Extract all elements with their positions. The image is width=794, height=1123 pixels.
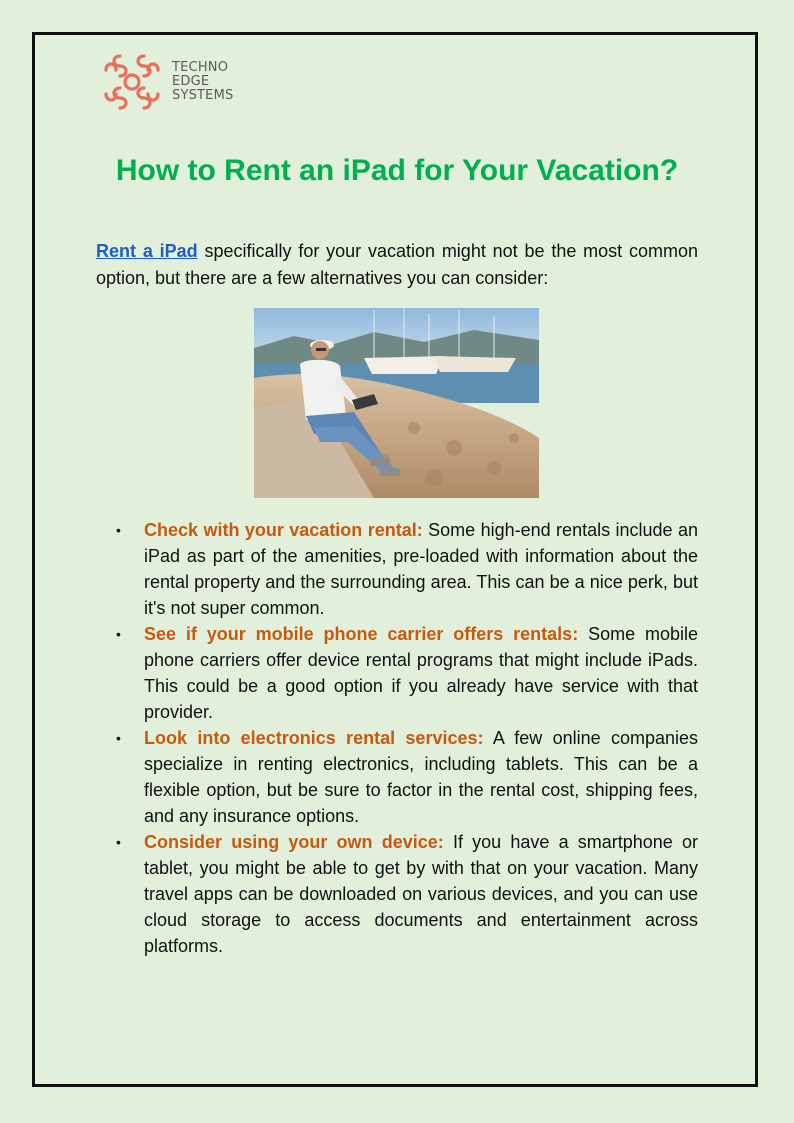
- item-lead: Check with your vacation rental:: [144, 520, 423, 540]
- logo-line: SYSTEMS: [172, 88, 234, 103]
- bullet-icon: •: [116, 730, 121, 746]
- logo-line: TECHNO: [172, 60, 229, 75]
- alternatives-list: [116, 517, 698, 959]
- page-title: How to Rent an iPad for Your Vacation?: [115, 154, 679, 187]
- intro-paragraph: [96, 238, 698, 292]
- intro-text: specifically for your vacation might not be the most common option, but there are a few alternatives you can consider:: [96, 241, 698, 288]
- item-text: A few online companies specialize in renting electronics, including tablets. This can be a flexible option, but be sure to factor in the rental cost, shipping fees, and any insurance options.: [144, 728, 698, 826]
- vacation-photo: [254, 308, 539, 498]
- list-item: [116, 517, 698, 621]
- list-item: [116, 621, 698, 725]
- list-item: [116, 829, 698, 959]
- rent-ipad-link[interactable]: Rent a iPad: [96, 241, 198, 261]
- bullet-icon: •: [116, 522, 121, 538]
- bullet-icon: •: [116, 834, 121, 850]
- logo-line: EDGE: [172, 74, 210, 89]
- company-logo: [100, 50, 233, 114]
- item-text: If you have a smartphone or tablet, you might be able to get by with that on your vacation. Many travel apps can be downloaded on various devices, and you can use cloud storage to access documents and entertainment across platforms.: [144, 832, 698, 956]
- techno-edge-logo-icon: [100, 50, 164, 114]
- item-text: Some mobile phone carriers offer device rental programs that might include iPads. This could be a good option if you already have service with that provider.: [144, 624, 698, 722]
- item-lead: See if your mobile phone carrier offers rentals:: [144, 624, 579, 644]
- item-lead: Consider using your own device:: [144, 832, 444, 852]
- bullet-icon: •: [116, 626, 121, 642]
- logo-wordmark: [172, 61, 233, 103]
- item-text: Some high-end rentals include an iPad as part of the amenities, pre-loaded with information about the rental property and the surrounding area. This can be a nice perk, but it's not super common.: [144, 520, 698, 618]
- item-lead: Look into electronics rental services:: [144, 728, 484, 748]
- list-item: [116, 725, 698, 829]
